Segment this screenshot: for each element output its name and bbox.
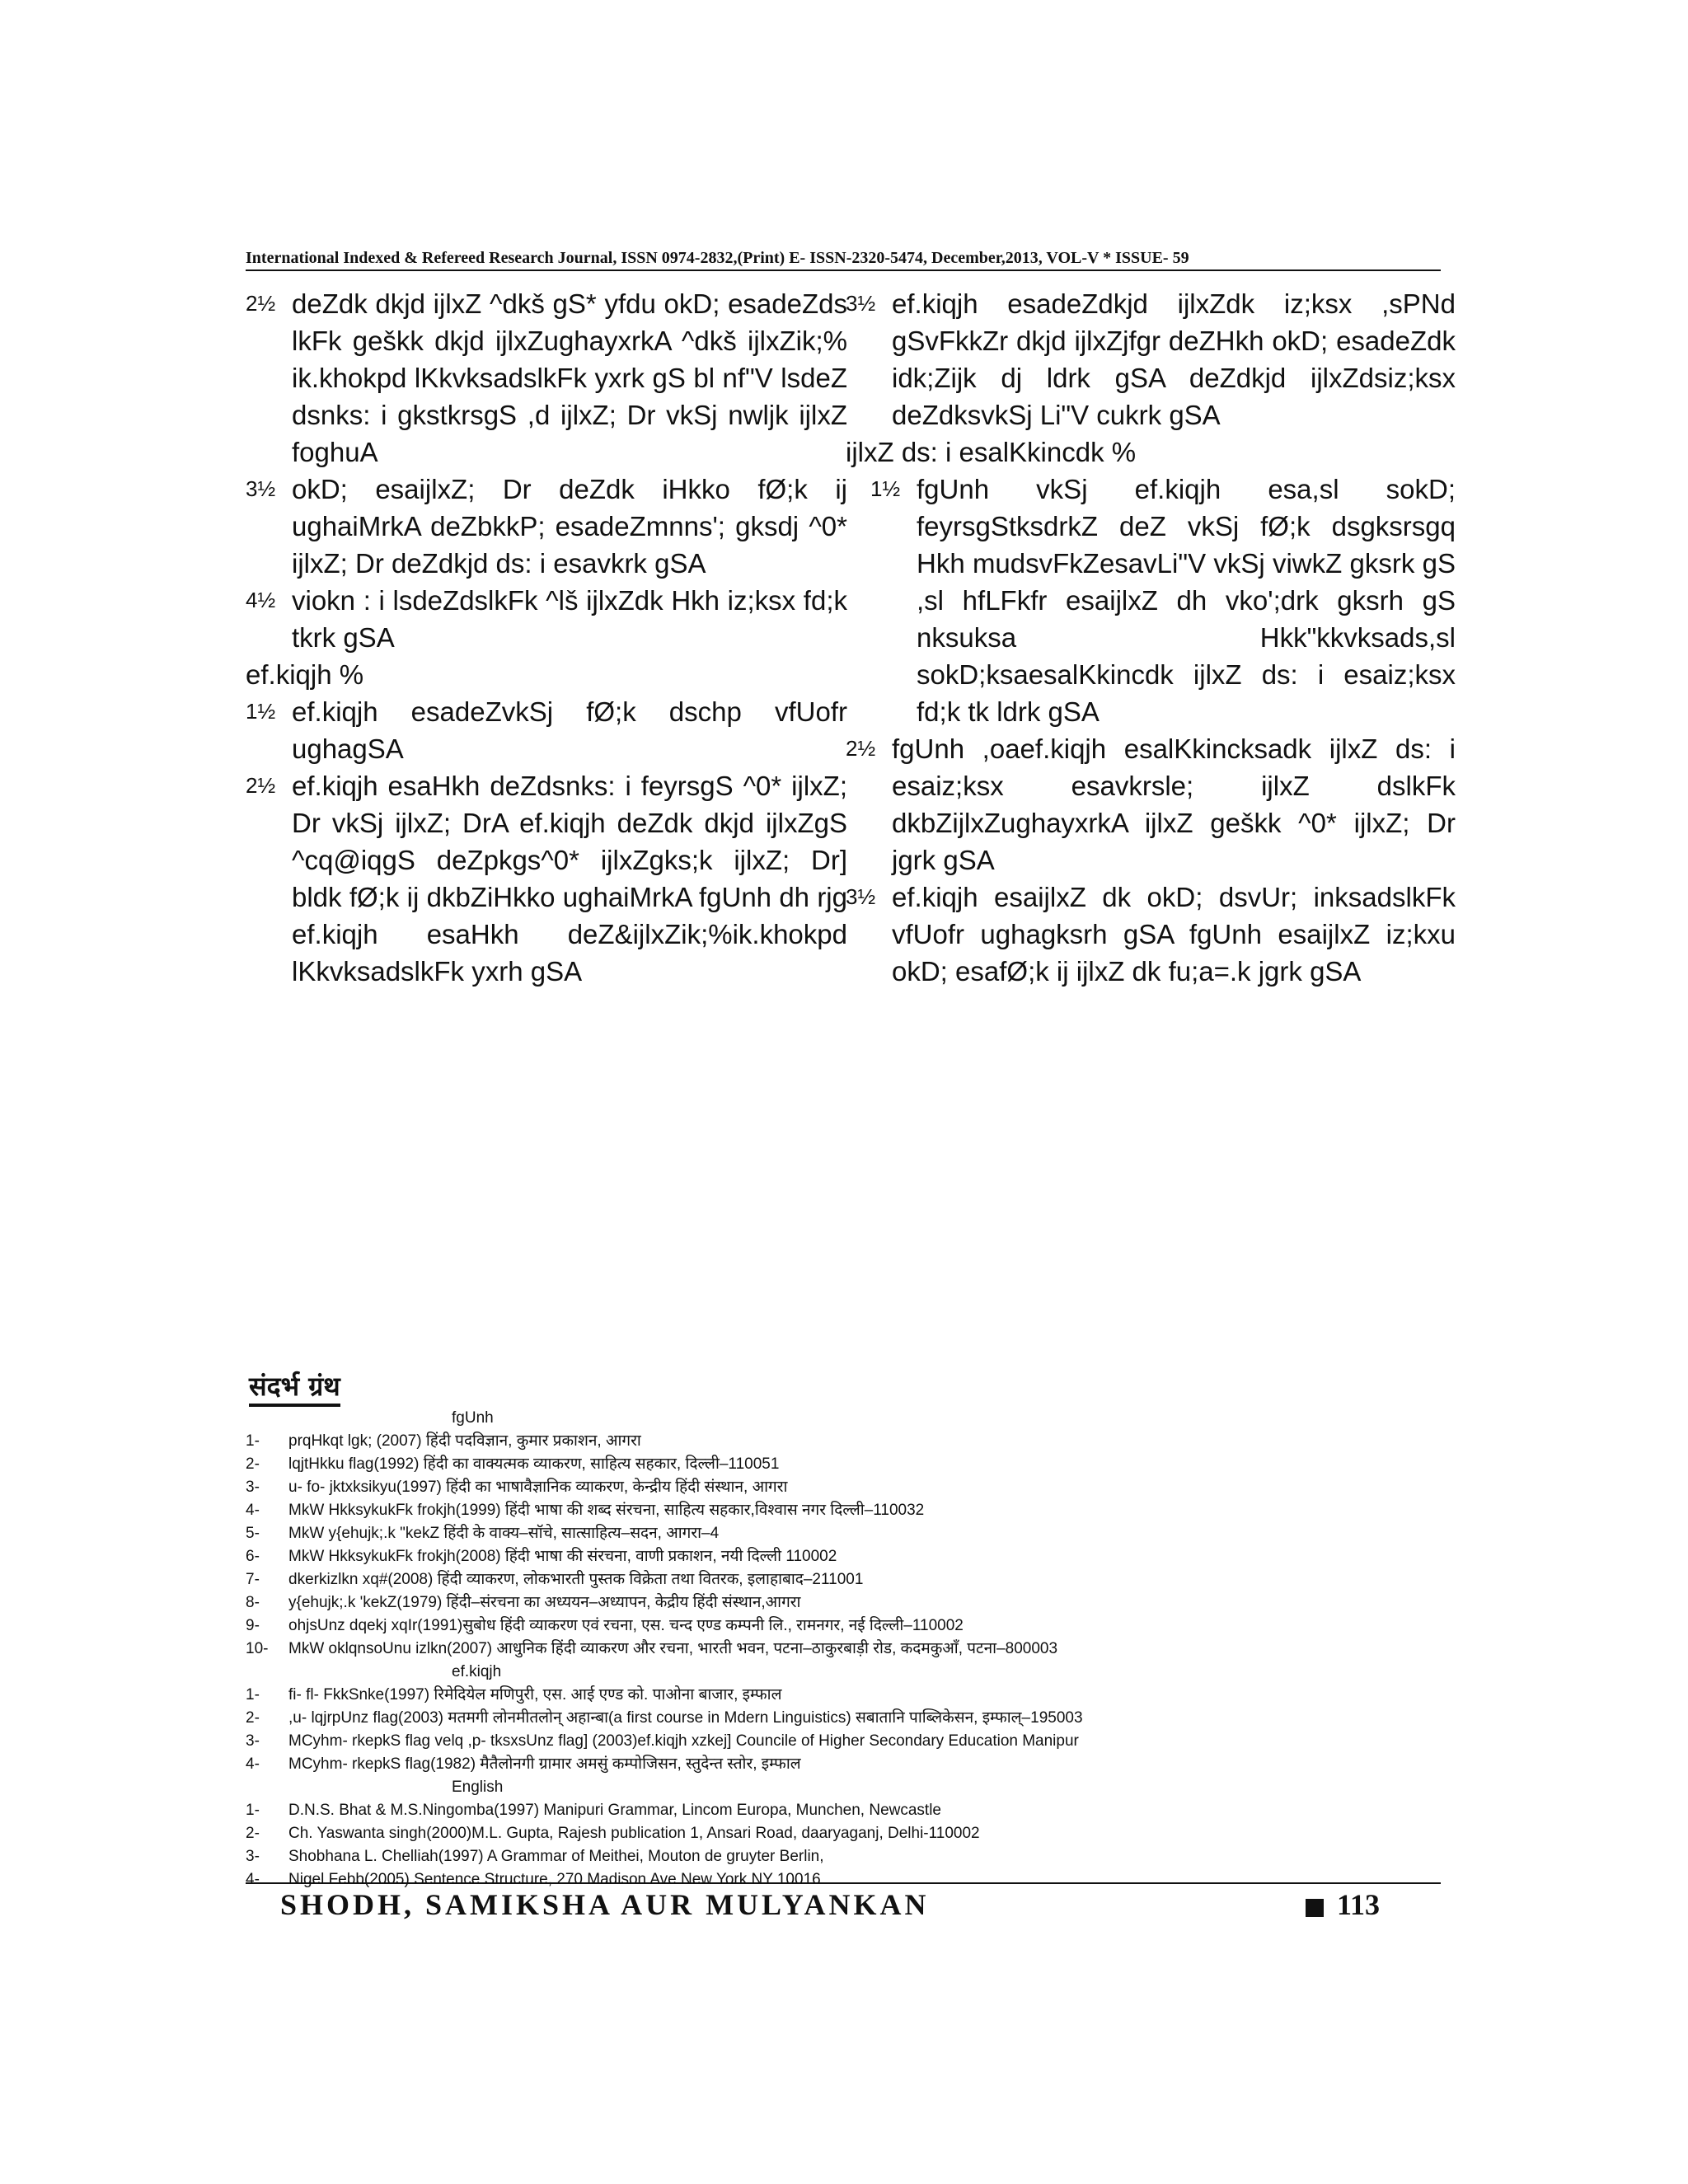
reference-item xyxy=(246,1476,1449,1499)
item-text: okD; esaijlxZ; Dr deZdk iHkko fØ;k ij ughaiMrkA deZbkkP; esadeZmnns'; gksdj ^0* ijlxZ; Dr deZdkjd ds: i esavkrk gSA xyxy=(292,474,847,579)
right-item xyxy=(846,879,1456,990)
reference-number: 1- xyxy=(246,1432,260,1450)
reference-text: MCyhm- rkepkS flag(1982) मैतैलोनगी ग्रामार अमसुं कम्पोजिसन, स्तुदेन्त स्तोर, इम्फाल xyxy=(288,1755,801,1773)
footer xyxy=(280,1887,1418,1927)
reference-item xyxy=(246,1822,1449,1845)
square-bullet-icon xyxy=(1306,1899,1324,1917)
item-number: 2½ xyxy=(246,773,276,798)
left-item xyxy=(246,767,847,990)
reference-number: 3- xyxy=(246,1479,260,1496)
right-item xyxy=(846,730,1456,879)
reference-text: prqHkqt lgk; (2007) हिंदी पदविज्ञान, कुमार प्रकाशन, आगरा xyxy=(288,1432,641,1450)
reference-text: ohjsUnz dqekj xqIr(1991)सुबोध हिंदी व्याकरण एवं रचना, एस. चन्द एण्ड कम्पनी लि., रामनगर, नई दिल्ली–110002 xyxy=(288,1617,964,1634)
reference-item xyxy=(246,1430,1449,1453)
item-number: 3½ xyxy=(246,476,276,501)
reference-text: dkerkizlkn xq#(2008) हिंदी व्याकरण, लोकभारती पुस्तक विक्रेता तथा वितरक, इलाहाबाद–211001 xyxy=(288,1571,864,1588)
left-column xyxy=(246,285,847,990)
item-number: 2½ xyxy=(246,291,276,316)
reference-text: ,u- lqjrpUnz flag(2003) मतमगी लोनमीतलोन् अहान्बा(a first course in Mdern Linguistics) सबातानि पाब्लिकेसन, इम्फाल्–195003 xyxy=(288,1709,1083,1727)
reference-number: 7- xyxy=(246,1571,260,1588)
reference-item xyxy=(246,1638,1449,1661)
item-text: ef.kiqjh esaHkh deZdsnks: i feyrsgS ^0* ijlxZ; Dr vkSj ijlxZ; DrA ef.kiqjh deZdk dkjd ijlxZgS ^cq@iqgS deZpkgs^0* ijlxZgks;k ijlxZ; Dr] bldk fØ;k ij dkbZiHkko ughaiMrkA fgUnh dh rjg ef.kiqjh esaHkh deZ&ijlxZik;%ik.khokpd lKkvksadslkFk yxrh gSA xyxy=(292,771,847,987)
reference-item xyxy=(246,1730,1449,1753)
reference-number: 3- xyxy=(246,1848,260,1865)
reference-item xyxy=(246,1591,1449,1615)
left-item xyxy=(246,582,847,656)
reference-text: MkW y{ehujk;.k "kekZ हिंदी के वाक्य–सॉचे, सात्साहित्य–सदन, आगरा–4 xyxy=(288,1525,720,1542)
reference-text: MkW HkksykukFk frokjh(1999) हिंदी भाषा की शब्द संरचना, साहित्य सहकार,विश्वास नगर दिल्ली–110032 xyxy=(288,1502,925,1519)
right-item xyxy=(846,285,1456,434)
item-number: 3½ xyxy=(846,291,876,316)
reference-item xyxy=(246,1499,1449,1522)
reference-number: 2- xyxy=(246,1825,260,1842)
reference-text: u- fo- jktxksikyu(1997) हिंदी का भाषावैज्ञानिक व्याकरण, केन्द्रीय हिंदी संस्थान, आगरा xyxy=(288,1479,788,1496)
reference-number: 2- xyxy=(246,1455,260,1473)
reference-number: 3- xyxy=(246,1732,260,1750)
footer-journal-name: SHODH, SAMIKSHA AUR MULYANKAN xyxy=(280,1888,930,1921)
journal-header: International Indexed & Refereed Research Journal, ISSN 0974-2832,(Print) E- ISSN-2320-5474, December,2013, VOL-V * ISSUE- 59 xyxy=(246,249,1441,271)
left-item xyxy=(246,471,847,582)
left-section-heading: ef.kiqjh % xyxy=(246,659,364,690)
reference-number: 10- xyxy=(246,1640,269,1657)
reference-text: MCyhm- rkepkS flag velq ,p- tksxsUnz flag] (2003)ef.kiqjh xzkej] Councile of Higher Secondary Education Manipur xyxy=(288,1732,1079,1750)
item-text: ef.kiqjh esadeZvkSj fØ;k dschp vfUofr ughagSA xyxy=(292,696,847,764)
item-text: fgUnh vkSj ef.kiqjh esa,sl sokD; feyrsgStksdrkZ deZ vkSj fØ;k dsgksrsgq Hkh mudsvFkZesavLi"V vkSj viwkZ gksrk gS ,sl hfLFkfr esaijlxZ dh vko';drk gksrh gS nksuksa Hkk"kkvksads,sl sokD;ksaesalKkincdk ijlxZ ds: i esaiz;ksx fd;k tk ldrk gSA xyxy=(917,474,1456,727)
reference-text: MkW oklqnsoUnu izlkn(2007) आधुनिक हिंदी व्याकरण और रचना, भारती भवन, पटना–ठाकुरबाड़ी रोड, कदमकुआँ, पटना–800003 xyxy=(288,1640,1058,1657)
item-number: 4½ xyxy=(246,588,276,612)
reference-number: 5- xyxy=(246,1525,260,1542)
item-number: 3½ xyxy=(846,884,876,909)
reference-number: 6- xyxy=(246,1548,260,1565)
reference-item xyxy=(246,1453,1449,1476)
right-sub-item xyxy=(846,471,1456,730)
left-item xyxy=(246,693,847,767)
reference-item xyxy=(246,1568,1449,1591)
item-number: 2½ xyxy=(846,736,876,761)
reference-item xyxy=(246,1799,1449,1822)
item-number: 1½ xyxy=(246,699,276,724)
reference-item xyxy=(246,1707,1449,1730)
reference-section-heading: fgUnh xyxy=(452,1409,494,1427)
reference-number: 1- xyxy=(246,1686,260,1704)
reference-item xyxy=(246,1545,1449,1568)
reference-text: lqjtHkku flag(1992) हिंदी का वाक्यत्मक व्याकरण, साहित्य सहकार, दिल्ली–110051 xyxy=(288,1455,780,1473)
reference-text: MkW HkksykukFk frokjh(2008) हिंदी भाषा की संरचना, वाणी प्रकाशन, नयी दिल्ली 110002 xyxy=(288,1548,837,1565)
reference-item xyxy=(246,1615,1449,1638)
reference-text: Shobhana L. Chelliah(1997) A Grammar of Meithei, Mouton de gruyter Berlin, xyxy=(288,1848,824,1865)
item-text: fgUnh ,oaef.kiqjh esalKkincksadk ijlxZ ds: i esaiz;ksx esavkrsle; ijlxZ dslkFk dkbZijlxZughayxrkA ijlxZ geškk ^0* ijlxZ; Dr jgrk gSA xyxy=(892,733,1456,875)
right-column xyxy=(846,285,1456,990)
item-text: ef.kiqjh esadeZdkjd ijlxZdk iz;ksx ,sPNd gSvFkkZr dkjd ijlxZjfgr deZHkh okD; esadeZdk idk;Zijk dj ldrk gSA deZdkjd ijlxZdsiz;ksx deZdksvkSj Li"V cukrk gSA xyxy=(892,288,1456,430)
reference-text: D.N.S. Bhat & M.S.Ningomba(1997) Manipuri Grammar, Lincom Europa, Munchen, Newcastle xyxy=(288,1802,941,1819)
reference-text: Nigel Febb(2005) Sentence Structure, 270 Madison Ave New York NY 10016 xyxy=(288,1871,821,1888)
reference-text: fi- fl- FkkSnke(1997) रिमेदियेल मणिपुरी, एस. आई एण्ड को. पाओना बाजार, इम्फाल xyxy=(288,1686,782,1704)
reference-item xyxy=(246,1753,1449,1776)
reference-number: 8- xyxy=(246,1594,260,1611)
reference-number: 1- xyxy=(246,1802,260,1819)
reference-section-heading: English xyxy=(452,1779,504,1796)
reference-item xyxy=(246,1845,1449,1868)
reference-section-heading: ef.kiqjh xyxy=(452,1663,502,1680)
reference-number: 9- xyxy=(246,1617,260,1634)
reference-text: Ch. Yaswanta singh(2000)M.L. Gupta, Rajesh publication 1, Ansari Road, daaryaganj, Delhi-110002 xyxy=(288,1825,980,1842)
reference-number: 4- xyxy=(246,1755,260,1773)
item-text: viokn : i lsdeZdslkFk ^lš ijlxZdk Hkh iz;ksx fd;k tkrk gSA xyxy=(292,585,847,653)
item-text: ef.kiqjh esaijlxZ dk okD; dsvUr; inksadslkFk vfUofr ughagksrh gSA fgUnh esaijlxZ iz;kxu okD; esafØ;k ij ijlxZ dk fu;a=.k jgrk gSA xyxy=(892,882,1456,987)
references xyxy=(246,1368,1449,1891)
reference-item xyxy=(246,1684,1449,1707)
right-section-heading: ijlxZ ds: i esalKkincdk % xyxy=(846,437,1137,467)
item-number: 1½ xyxy=(870,476,901,501)
reference-number: 4- xyxy=(246,1871,260,1888)
footer-rule xyxy=(246,1882,1441,1884)
reference-number: 2- xyxy=(246,1709,260,1727)
reference-text: y{ehujk;.k 'kekZ(1979) हिंदी–संरचना का अध्ययन–अध्यापन, केद्रीय हिंदी संस्थान,आगरा xyxy=(288,1594,801,1611)
page-number: 113 xyxy=(1337,1888,1381,1921)
item-text: deZdk dkjd ijlxZ ^dkš gS* yfdu okD; esadeZds lkFk geškk dkjd ijlxZughayxrkA ^dkš ijlxZik;% ik.khokpd lKkvksadslkFk yxrk gS bl nf"V lsdeZ dsnks: i gkstkrsgS ,d ijlxZ; Dr vkSj nwljk ijlxZ foghuA xyxy=(292,288,847,467)
reference-sections xyxy=(246,1407,1449,1891)
references-title: संदर्भ ग्रंथ xyxy=(249,1368,340,1407)
left-item xyxy=(246,285,847,471)
reference-item xyxy=(246,1522,1449,1545)
reference-number: 4- xyxy=(246,1502,260,1519)
